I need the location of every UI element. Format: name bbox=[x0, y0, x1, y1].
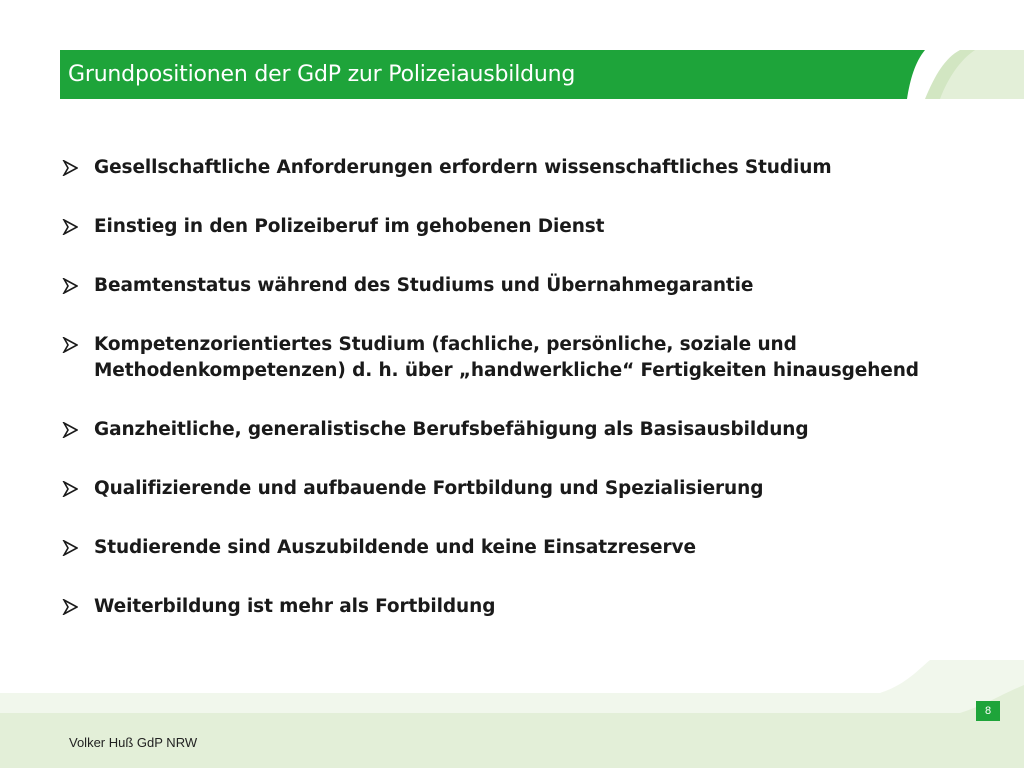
bullet-list bbox=[62, 155, 962, 653]
bullet-text: Studierende sind Auszubildende und keine Einsatzreserve bbox=[94, 537, 696, 558]
bullet-text: Beamtenstatus während des Studiums und Übernahmegarantie bbox=[94, 275, 754, 296]
bullet-item bbox=[62, 332, 962, 384]
bullet-item bbox=[62, 535, 962, 561]
bullet-text: Ganzheitliche, generalistische Berufsbefähigung als Basisausbildung bbox=[94, 419, 809, 440]
bullet-text: Qualifizierende und aufbauende Fortbildung und Spezialisierung bbox=[94, 478, 764, 499]
bullet-item bbox=[62, 417, 962, 443]
footer-decoration bbox=[0, 655, 1024, 768]
arrowhead-bullet-icon bbox=[62, 155, 94, 176]
page-number-badge: 8 bbox=[976, 701, 1000, 721]
bullet-text: Weiterbildung ist mehr als Fortbildung bbox=[94, 596, 496, 617]
bullet-text: Gesellschaftliche Anforderungen erfordern wissenschaftliches Studium bbox=[94, 157, 832, 178]
bullet-text: Kompetenzorientiertes Studium (fachliche, persönliche, soziale und Methodenkompetenzen) d. h. über „handwerkliche“ Fertigkeiten hinausgehend bbox=[94, 334, 919, 381]
arrowhead-bullet-icon bbox=[62, 417, 94, 438]
footer-author: Volker Huß GdP NRW bbox=[69, 735, 198, 750]
slide-title: Grundpositionen der GdP zur Polizeiausbildung bbox=[68, 62, 576, 87]
bullet-item bbox=[62, 155, 962, 181]
bullet-item bbox=[62, 214, 962, 240]
bullet-item bbox=[62, 594, 962, 620]
arrowhead-bullet-icon bbox=[62, 214, 94, 235]
bullet-item bbox=[62, 476, 962, 502]
arrowhead-bullet-icon bbox=[62, 594, 94, 615]
title-bar bbox=[60, 50, 920, 99]
bullet-item bbox=[62, 273, 962, 299]
arrowhead-bullet-icon bbox=[62, 535, 94, 556]
arrowhead-bullet-icon bbox=[62, 273, 94, 294]
arrowhead-bullet-icon bbox=[62, 476, 94, 497]
bullet-text: Einstieg in den Polizeiberuf im gehobenen Dienst bbox=[94, 216, 605, 237]
arrowhead-bullet-icon bbox=[62, 332, 94, 353]
